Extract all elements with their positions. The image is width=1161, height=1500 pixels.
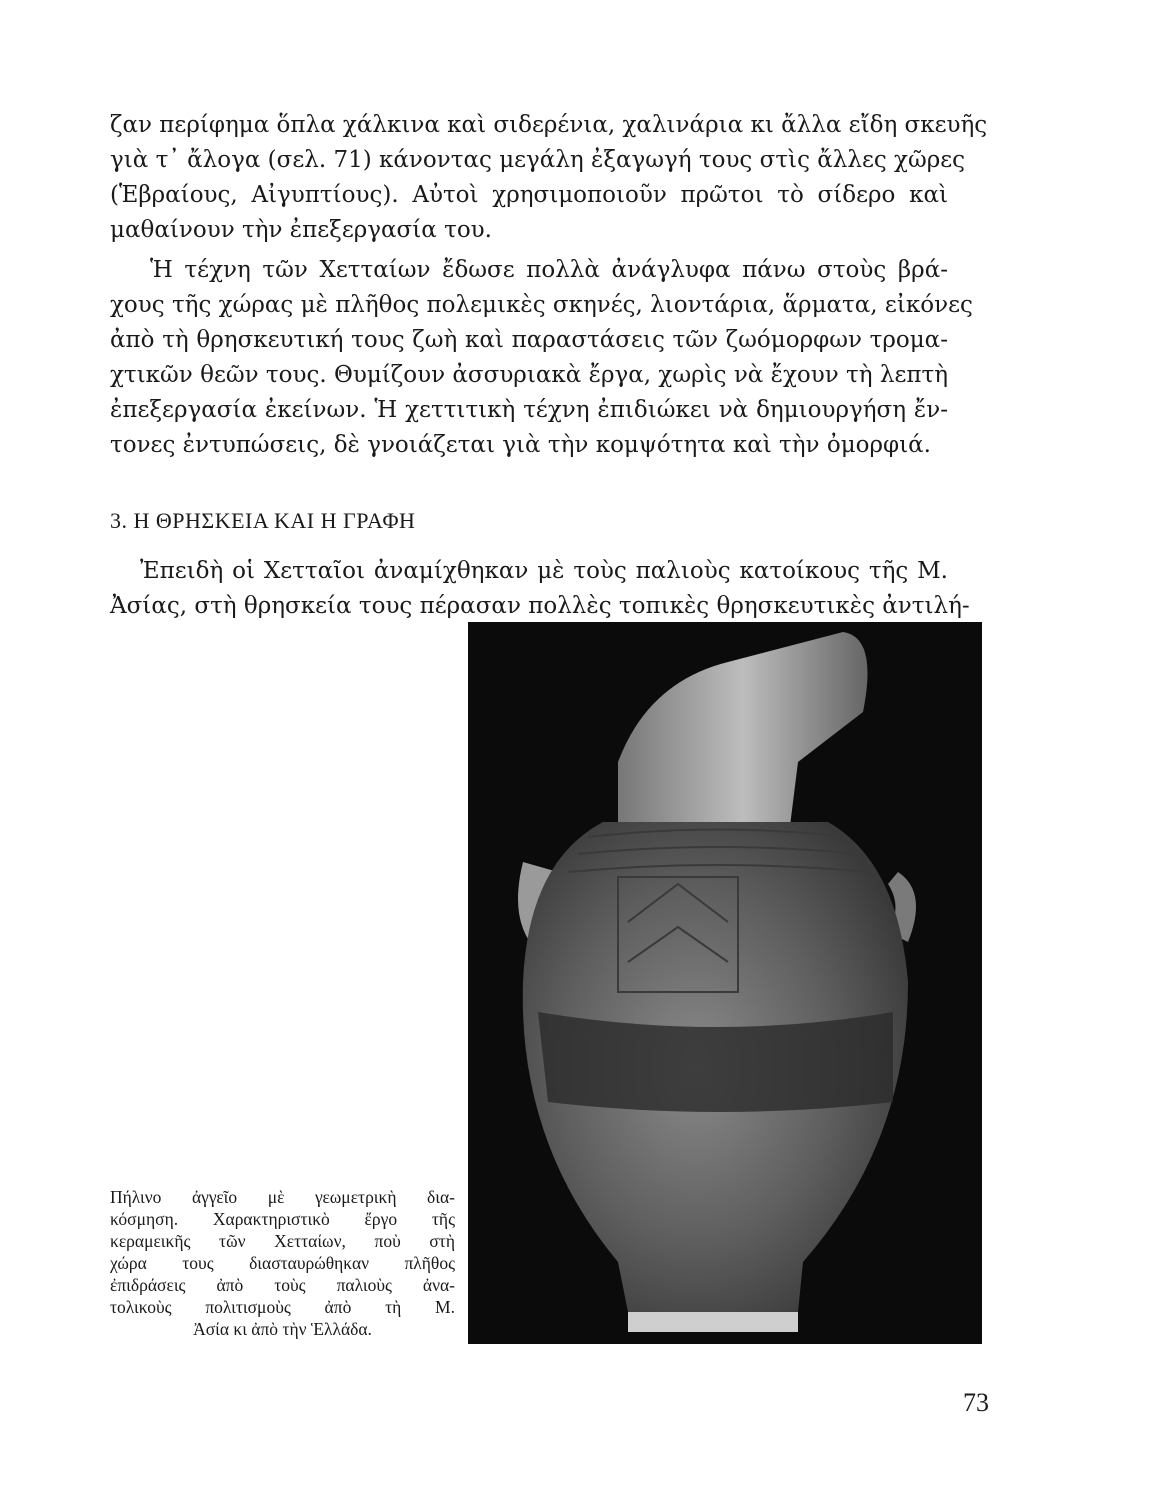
text-line: ἀπὸ τὴ θρησκευτική τους ζωὴ καὶ παραστάσεις τῶν ζωόμορφων τρομα-: [110, 327, 948, 353]
text-line: γιὰ τ᾽ ἄλογα (σελ. 71) κάνοντας μεγάλη ἐξαγωγή τους στὶς ἄλλες χῶρες: [110, 147, 966, 173]
caption-line: Πήλινο ἀγγεῖο μὲ γεωμετρικὴ δια-: [110, 1187, 455, 1207]
text-line: ζαν περίφημα ὅπλα χάλκινα καὶ σιδερένια, χαλινάρια κι ἄλλα εἴδη σκευῆς: [110, 112, 988, 138]
section-heading: 3. Η ΘΡΗΣΚΕΙΑ ΚΑΙ Η ΓΡΑΦΗ: [110, 508, 416, 533]
caption-line: ἐπιδράσεις ἀπὸ τοὺς παλιοὺς ἀνα-: [110, 1275, 455, 1295]
page-number: 73: [963, 1388, 989, 1417]
text-line: μαθαίνουν τὴν ἐπεξεργασία του.: [110, 217, 492, 243]
vase-photograph: [468, 622, 982, 1344]
text-line: Ἡ τέχνη τῶν Χετταίων ἔδωσε πολλὰ ἀνάγλυφα πάνω στοὺς βρά-: [150, 257, 948, 283]
text-line: χτικῶν θεῶν τους. Θυμίζουν ἀσσυριακὰ ἔργα, χωρὶς νὰ ἔχουν τὴ λεπτὴ: [110, 362, 948, 388]
caption-line: κεραμεικῆς τῶν Χετταίων, ποὺ στὴ: [110, 1231, 455, 1251]
text-line: Ἀσίας, στὴ θρησκεία τους πέρασαν πολλὲς τοπικὲς θρησκευτικὲς ἀντιλή-: [110, 593, 970, 619]
text-line: Ἐπειδὴ οἱ Χετταῖοι ἀναμίχθηκαν μὲ τοὺς παλιοὺς κατοίκους τῆς Μ.: [140, 558, 948, 584]
text-line: χους τῆς χώρας μὲ πλῆθος πολεμικὲς σκηνές, λιοντάρια, ἅρματα, εἰκόνες: [110, 292, 973, 318]
caption-line: κόσμηση. Χαρακτηριστικὸ ἔργο τῆς: [110, 1209, 455, 1229]
text-line: ἐπεξεργασία ἐκείνων. Ἡ χεττιτικὴ τέχνη ἐπιδιώκει νὰ δημιουργήση ἔν-: [110, 397, 948, 423]
caption-line: χώρα τους διασταυρώθηκαν πλῆθος: [110, 1253, 455, 1273]
text-line: (Ἑβραίους, Αἰγυπτίους). Αὐτοὶ χρησιμοποιοῦν πρῶτοι τὸ σίδερο καὶ: [110, 182, 948, 208]
caption-line: Ἀσία κι ἀπὸ τὴν Ἑλλάδα.: [193, 1319, 372, 1339]
caption-line: τολικοὺς πολιτισμοὺς ἀπὸ τὴ Μ.: [110, 1297, 455, 1317]
text-line: τονες ἐντυπώσεις, δὲ γνοιάζεται γιὰ τὴν κομψότητα καὶ τὴν ὀμορφιά.: [110, 432, 931, 458]
